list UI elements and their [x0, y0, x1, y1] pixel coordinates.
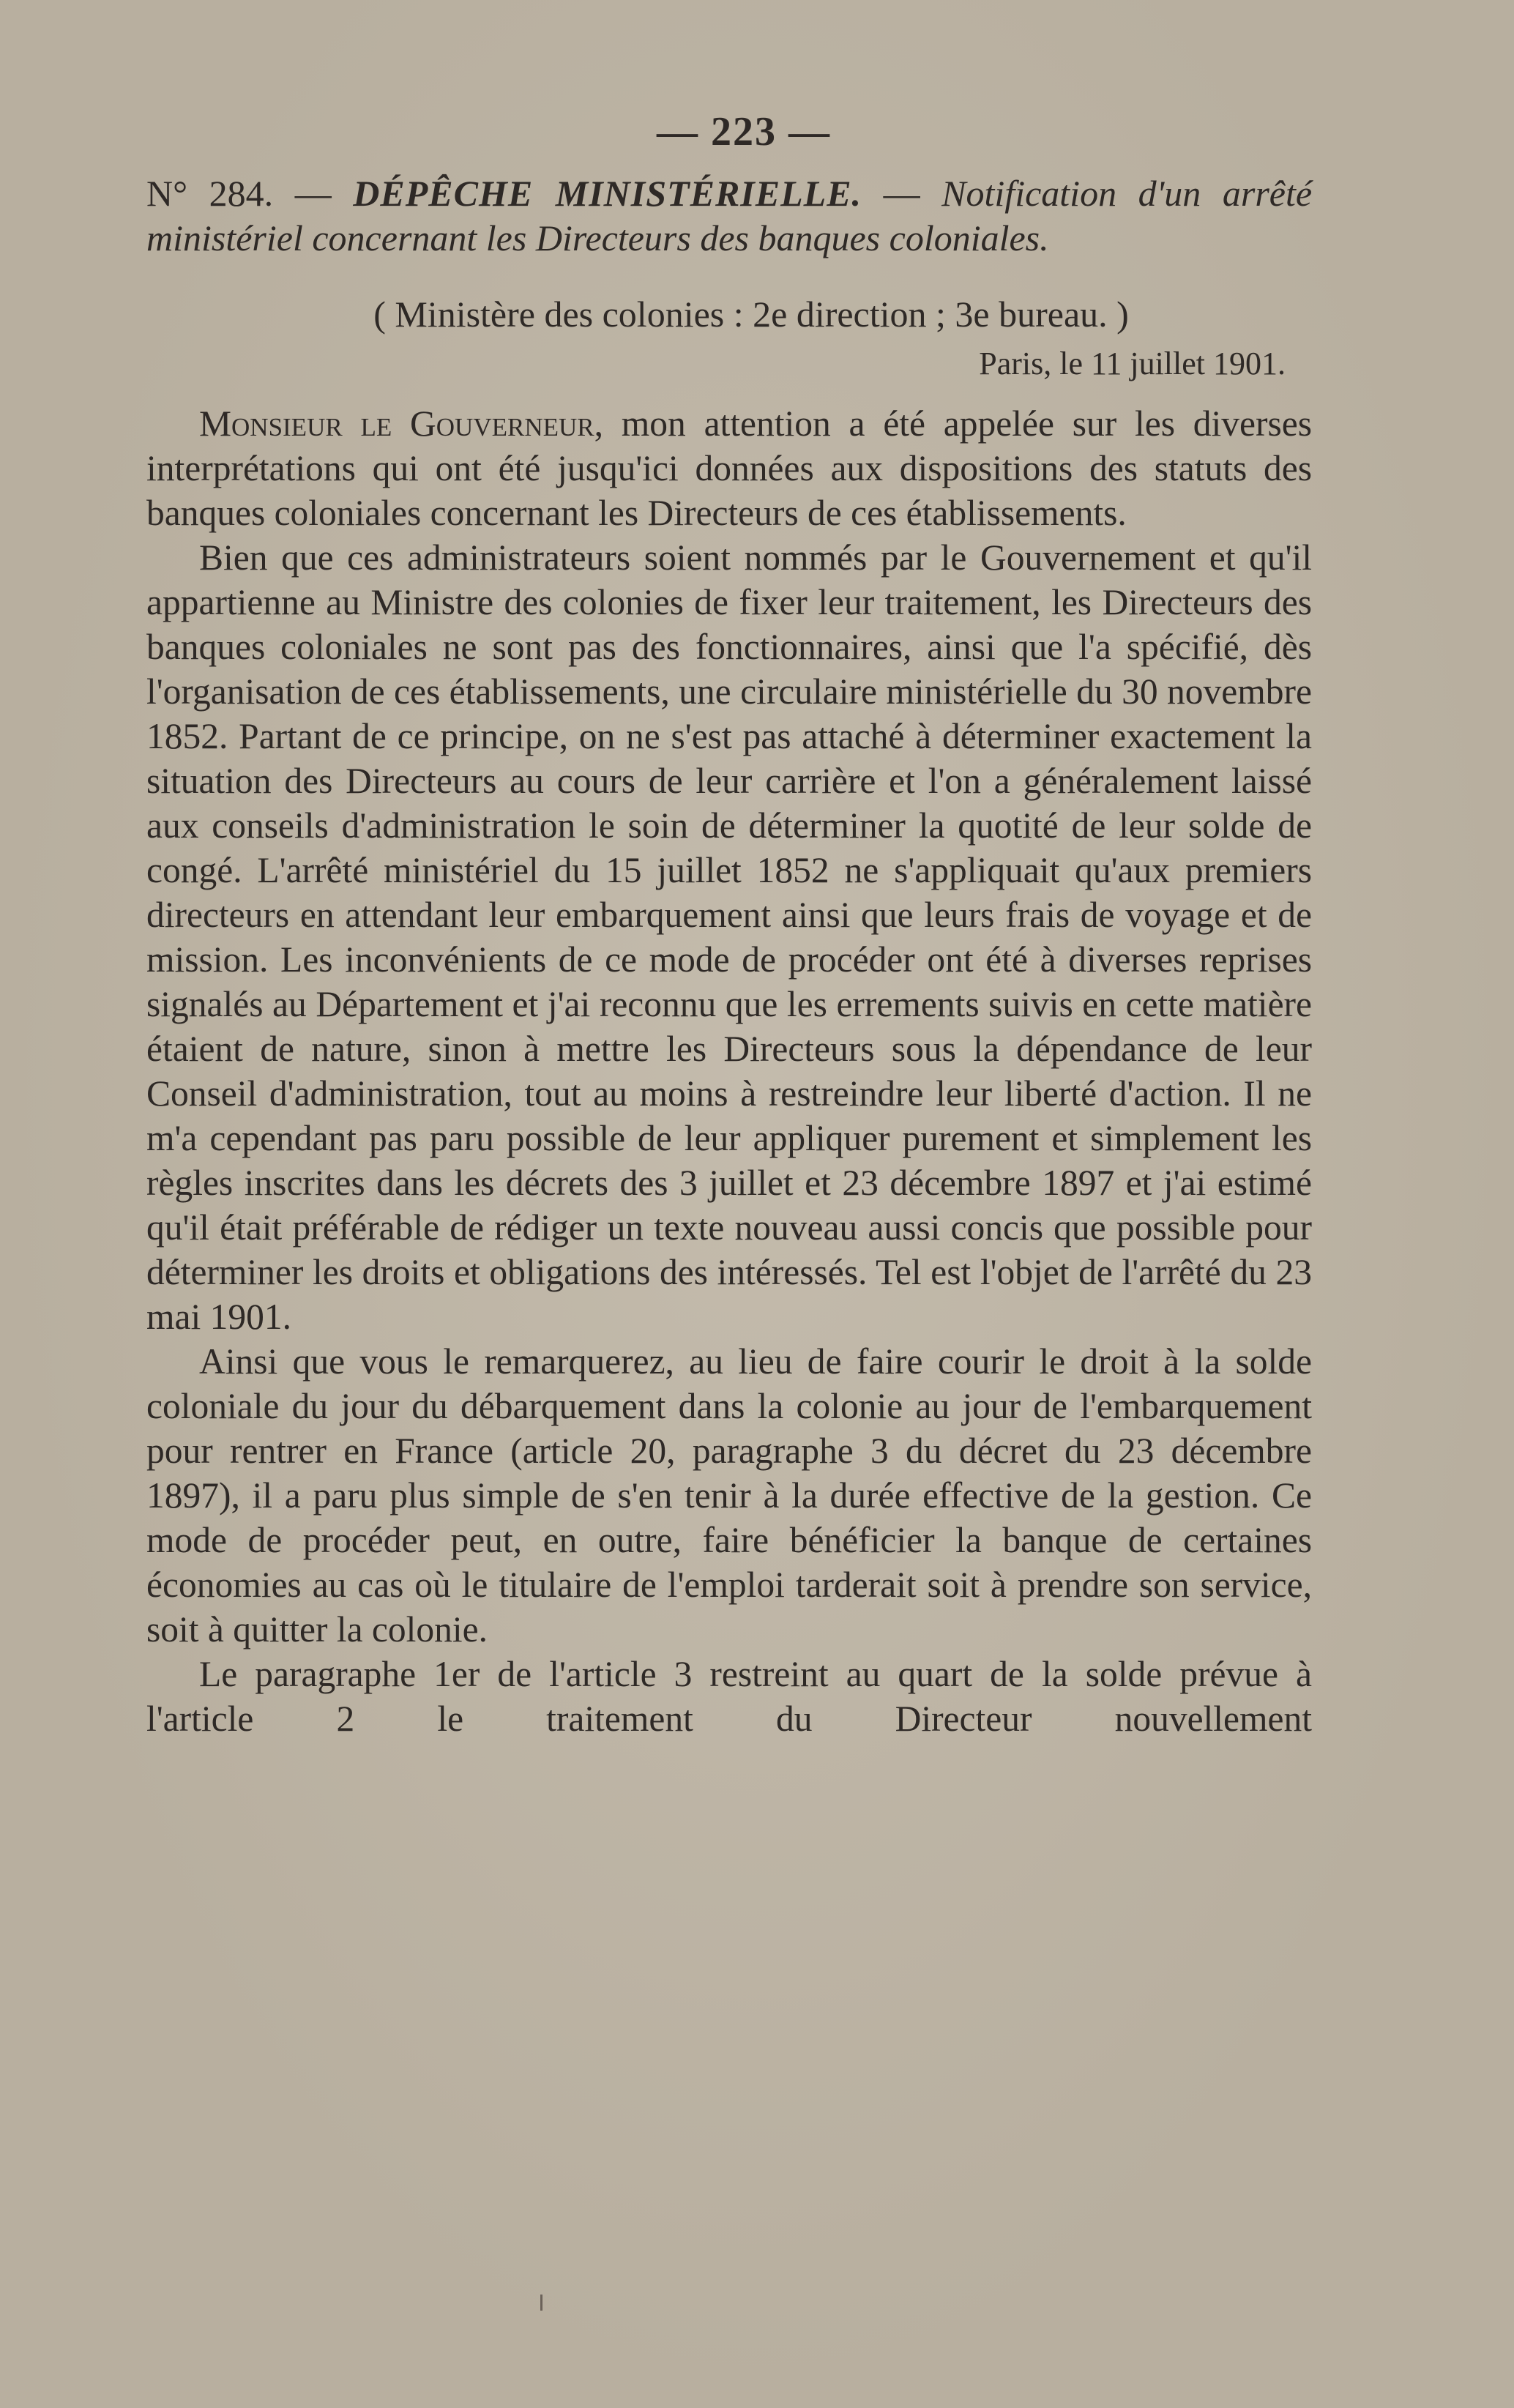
dispatch-number: N° 284. [146, 173, 274, 214]
header-dash: — [294, 173, 332, 214]
page-number: — 223 — [657, 109, 831, 154]
paragraph-3: Ainsi que vous le remarquerez, au lieu de faire courir le droit à la solde coloniale du jour du débarquement dans la colonie au jour de l'embarquement pour rentrer en France (article 20, paragraphe 3 du décret du 23 décembre 1897), il a paru plus simple de s'en tenir à la durée effective de la gestion. Ce mode de procéder peut, en outre, faire bénéficier la banque de certaines économies au cas où le titulaire de l'emploi tarderait soit à prendre son service, soit à quitter la colonie. [146, 1341, 1312, 1650]
paper-speck [540, 2295, 542, 2311]
ministry-line: ( Ministère des colonies : 2e direction ; 3e bureau. ) [373, 294, 1129, 335]
paragraph-1-text: mon attention a été appelée sur les diverses interprétations qui ont été jusqu'ici données aux dispositions des statuts des banques coloniales concernant les Directeurs de ces établissements. [146, 403, 1312, 533]
salutation: Monsieur le Gouverneur, [199, 403, 603, 444]
dispatch-title: DÉPÊCHE MINISTÉRIELLE. [353, 173, 862, 214]
paragraph-4: Le paragraphe 1er de l'article 3 restreint au quart de la solde prévue à l'article 2 le traitement du Directeur nouvellement [146, 1654, 1312, 1739]
paragraph-1 [146, 401, 1312, 535]
dateline: Paris, le 11 juillet 1901. [979, 346, 1286, 381]
dispatch-header [146, 171, 1312, 261]
header-dash-2: — [883, 173, 920, 214]
text-block [146, 102, 1312, 1741]
dispatch-subject: Notification d'un arrêté ministériel concernant les Directeurs des banques coloniales. [146, 173, 1313, 258]
paragraph-2: Bien que ces administrateurs soient nommés par le Gouvernement et qu'il appartienne au Ministre des colonies de fixer leur traitement, les Directeurs des banques coloniales ne sont pas des fonctionnaires, ainsi que l'a spécifié, dès l'organisation de ces établissements, une circulaire ministérielle du 30 novembre 1852. Partant de ce principe, on ne s'est pas attaché à déterminer exactement la situation des Directeurs au cours de leur carrière et l'on a généralement laissé aux conseils d'administration le soin de déterminer la quotité de leur solde de congé. L'arrêté ministériel du 15 juillet 1852 ne s'appliquait qu'aux premiers directeurs en attendant leur embarquement ainsi que leurs frais de voyage et de mission. Les inconvénients de ce mode de procéder ont été à diverses reprises signalés au Département et j'ai reconnu que les errements suivis en cette matière étaient de nature, sinon à mettre les Directeurs sous la dépendance de leur Conseil d'administration, tout au moins à restreindre leur liberté d'action. Il ne m'a cependant pas paru possible de leur appliquer purement et simplement les règles inscrites dans les décrets des 3 juillet et 23 décembre 1897 et j'ai estimé qu'il était préférable de rédiger un texte nouveau aussi concis que possible pour déterminer les droits et obligations des intéressés. Tel est l'objet de l'arrêté du 23 mai 1901. [146, 537, 1312, 1337]
